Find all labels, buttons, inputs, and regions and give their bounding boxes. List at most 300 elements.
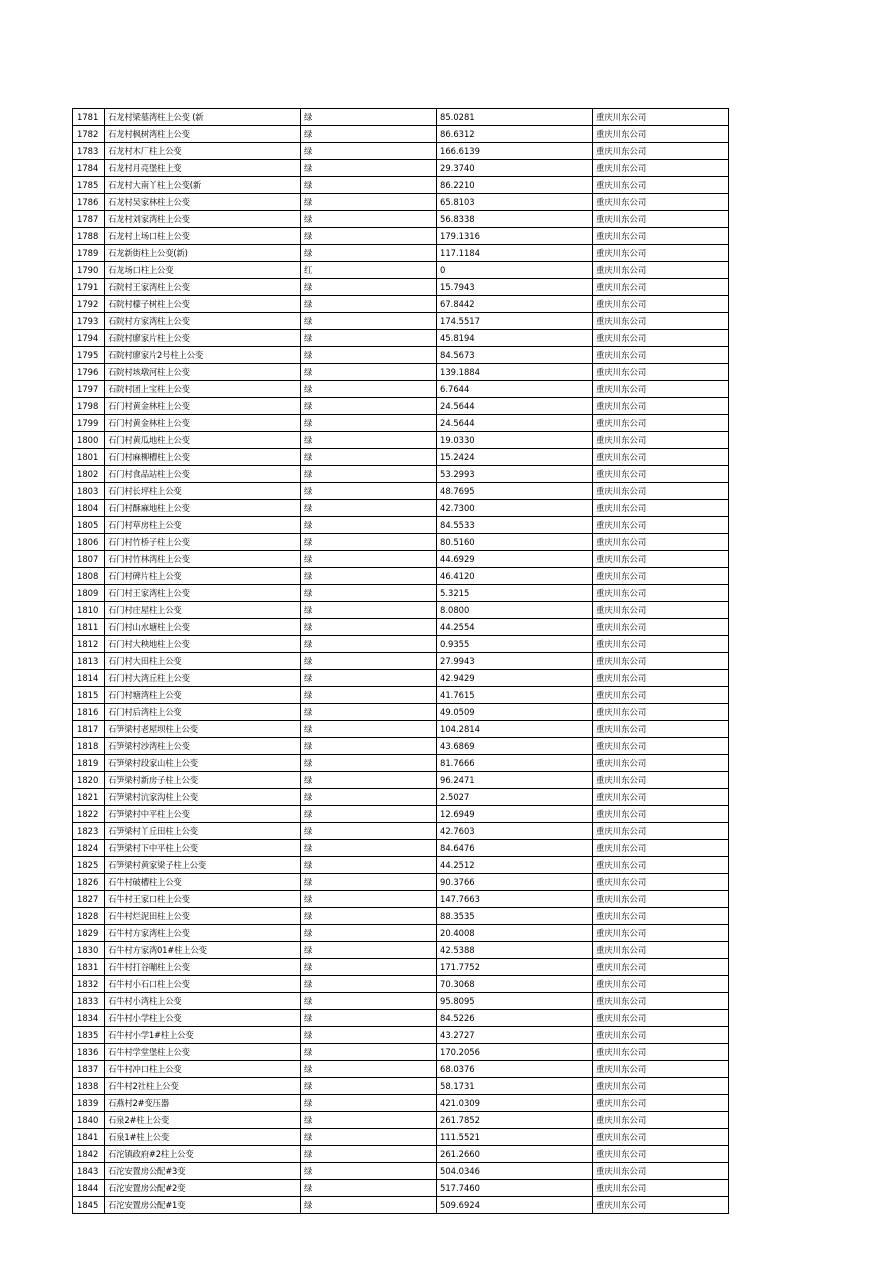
table-row: [73, 143, 729, 160]
cell-value: 84.5673: [437, 347, 593, 364]
table-row: [73, 1129, 729, 1146]
cell-value: 261.7852: [437, 1112, 593, 1129]
cell-index: 1822: [73, 806, 105, 823]
cell-organization: 重庆川东公司: [593, 874, 729, 891]
cell-status-color: 绿: [301, 619, 437, 636]
cell-index: 1795: [73, 347, 105, 364]
cell-index: 1781: [73, 109, 105, 126]
cell-status-color: 绿: [301, 1044, 437, 1061]
cell-value: 104.2814: [437, 721, 593, 738]
cell-index: 1825: [73, 857, 105, 874]
cell-organization: 重庆川东公司: [593, 228, 729, 245]
cell-status-color: 红: [301, 262, 437, 279]
cell-status-color: 绿: [301, 942, 437, 959]
cell-organization: 重庆川东公司: [593, 687, 729, 704]
cell-device-name: 石牛村王家口柱上公变: [105, 891, 301, 908]
cell-device-name: 石龙村吴家林柱上公变: [105, 194, 301, 211]
cell-organization: 重庆川东公司: [593, 211, 729, 228]
cell-device-name: 石牛村学堂堡柱上公变: [105, 1044, 301, 1061]
cell-status-color: 绿: [301, 857, 437, 874]
cell-device-name: 石龙村月亮堡柱上变: [105, 160, 301, 177]
table-row: [73, 1095, 729, 1112]
cell-value: 15.7943: [437, 279, 593, 296]
cell-value: 0: [437, 262, 593, 279]
cell-device-name: 石龙村梁墓湾柱上公变 (新: [105, 109, 301, 126]
cell-index: 1789: [73, 245, 105, 262]
cell-value: 5.3215: [437, 585, 593, 602]
cell-status-color: 绿: [301, 483, 437, 500]
cell-organization: 重庆川东公司: [593, 823, 729, 840]
cell-status-color: 绿: [301, 194, 437, 211]
table-row: [73, 330, 729, 347]
cell-device-name: 石牛村冲口柱上公变: [105, 1061, 301, 1078]
cell-status-color: 绿: [301, 874, 437, 891]
cell-status-color: 绿: [301, 891, 437, 908]
cell-device-name: 石院村王家湾柱上公变: [105, 279, 301, 296]
cell-device-name: 石沱安置房公配#1变: [105, 1197, 301, 1214]
table-row: [73, 670, 729, 687]
cell-status-color: 绿: [301, 415, 437, 432]
cell-index: 1839: [73, 1095, 105, 1112]
cell-device-name: 石笋梁村中平柱上公变: [105, 806, 301, 823]
cell-index: 1791: [73, 279, 105, 296]
cell-device-name: 石门村庄屋柱上公变: [105, 602, 301, 619]
cell-value: 45.8194: [437, 330, 593, 347]
table-row: [73, 245, 729, 262]
cell-organization: 重庆川东公司: [593, 1197, 729, 1214]
table-row: [73, 619, 729, 636]
cell-status-color: 绿: [301, 449, 437, 466]
cell-status-color: 绿: [301, 364, 437, 381]
cell-value: 24.5644: [437, 398, 593, 415]
cell-index: 1818: [73, 738, 105, 755]
cell-status-color: 绿: [301, 755, 437, 772]
cell-status-color: 绿: [301, 721, 437, 738]
cell-value: 56.8338: [437, 211, 593, 228]
cell-value: 111.5521: [437, 1129, 593, 1146]
cell-device-name: 石院村檬子树柱上公变: [105, 296, 301, 313]
table-body: [73, 109, 729, 1214]
cell-device-name: 石牛村方家湾柱上公变: [105, 925, 301, 942]
cell-organization: 重庆川东公司: [593, 840, 729, 857]
cell-device-name: 石牛村小湾柱上公变: [105, 993, 301, 1010]
cell-device-name: 石门村塘湾柱上公变: [105, 687, 301, 704]
cell-value: 6.7644: [437, 381, 593, 398]
table-row: [73, 925, 729, 942]
cell-device-name: 石门村碑片柱上公变: [105, 568, 301, 585]
cell-organization: 重庆川东公司: [593, 126, 729, 143]
cell-device-name: 石笋梁村沆家沟柱上公变: [105, 789, 301, 806]
cell-index: 1784: [73, 160, 105, 177]
cell-index: 1782: [73, 126, 105, 143]
cell-organization: 重庆川东公司: [593, 330, 729, 347]
cell-status-color: 绿: [301, 840, 437, 857]
cell-value: 42.7603: [437, 823, 593, 840]
cell-value: 170.2056: [437, 1044, 593, 1061]
table-row: [73, 228, 729, 245]
cell-value: 81.7666: [437, 755, 593, 772]
cell-device-name: 石门村山水塘柱上公变: [105, 619, 301, 636]
cell-organization: 重庆川东公司: [593, 1129, 729, 1146]
cell-index: 1831: [73, 959, 105, 976]
cell-status-color: 绿: [301, 1180, 437, 1197]
cell-device-name: 石门村麻柳槽柱上公变: [105, 449, 301, 466]
cell-organization: 重庆川东公司: [593, 857, 729, 874]
cell-device-name: 石笋梁村新房子柱上公变: [105, 772, 301, 789]
cell-device-name: 石门村大秧地柱上公变: [105, 636, 301, 653]
cell-value: 166.6139: [437, 143, 593, 160]
table-row: [73, 279, 729, 296]
cell-value: 504.0346: [437, 1163, 593, 1180]
cell-device-name: 石院村廖家片2号柱上公变: [105, 347, 301, 364]
cell-status-color: 绿: [301, 228, 437, 245]
cell-status-color: 绿: [301, 330, 437, 347]
cell-organization: 重庆川东公司: [593, 670, 729, 687]
table-row: [73, 1010, 729, 1027]
cell-device-name: 石龙场口柱上公变: [105, 262, 301, 279]
table-row: [73, 891, 729, 908]
cell-status-color: 绿: [301, 636, 437, 653]
cell-device-name: 石龙村木厂柱上公变: [105, 143, 301, 160]
cell-device-name: 石龙新街柱上公变(新): [105, 245, 301, 262]
cell-status-color: 绿: [301, 806, 437, 823]
cell-organization: 重庆川东公司: [593, 602, 729, 619]
table-row: [73, 551, 729, 568]
cell-organization: 重庆川东公司: [593, 109, 729, 126]
cell-status-color: 绿: [301, 568, 437, 585]
table-row: [73, 177, 729, 194]
cell-status-color: 绿: [301, 500, 437, 517]
cell-device-name: 石院村方家湾柱上公变: [105, 313, 301, 330]
cell-organization: 重庆川东公司: [593, 449, 729, 466]
cell-index: 1811: [73, 619, 105, 636]
cell-status-color: 绿: [301, 1095, 437, 1112]
table-row: [73, 1146, 729, 1163]
cell-value: 41.7615: [437, 687, 593, 704]
cell-value: 84.6476: [437, 840, 593, 857]
cell-organization: 重庆川东公司: [593, 976, 729, 993]
cell-device-name: 石笋梁村丫丘田柱上公变: [105, 823, 301, 840]
table-row: [73, 1078, 729, 1095]
cell-index: 1813: [73, 653, 105, 670]
cell-organization: 重庆川东公司: [593, 313, 729, 330]
table-row: [73, 483, 729, 500]
cell-device-name: 石泉1#柱上公变: [105, 1129, 301, 1146]
table-row: [73, 976, 729, 993]
cell-index: 1842: [73, 1146, 105, 1163]
cell-organization: 重庆川东公司: [593, 789, 729, 806]
cell-device-name: 石院村垓墩河柱上公变: [105, 364, 301, 381]
cell-device-name: 石牛村2社柱上公变: [105, 1078, 301, 1095]
table-row: [73, 704, 729, 721]
table-row: [73, 466, 729, 483]
cell-device-name: 石牛村打谷嘣柱上公变: [105, 959, 301, 976]
cell-device-name: 石笋梁村沙湾柱上公变: [105, 738, 301, 755]
cell-value: 20.4008: [437, 925, 593, 942]
cell-index: 1817: [73, 721, 105, 738]
cell-index: 1832: [73, 976, 105, 993]
cell-value: 27.9943: [437, 653, 593, 670]
table-row: [73, 449, 729, 466]
cell-status-color: 绿: [301, 823, 437, 840]
cell-value: 84.5226: [437, 1010, 593, 1027]
cell-organization: 重庆川东公司: [593, 364, 729, 381]
cell-device-name: 石牛村破槽柱上公变: [105, 874, 301, 891]
cell-index: 1812: [73, 636, 105, 653]
cell-device-name: 石门村长坪柱上公变: [105, 483, 301, 500]
cell-status-color: 绿: [301, 143, 437, 160]
cell-device-name: 石门村大田柱上公变: [105, 653, 301, 670]
table-row: [73, 381, 729, 398]
cell-index: 1792: [73, 296, 105, 313]
table-row: [73, 602, 729, 619]
cell-value: 86.6312: [437, 126, 593, 143]
cell-index: 1799: [73, 415, 105, 432]
cell-index: 1805: [73, 517, 105, 534]
cell-organization: 重庆川东公司: [593, 1044, 729, 1061]
cell-index: 1796: [73, 364, 105, 381]
cell-value: 67.8442: [437, 296, 593, 313]
cell-index: 1845: [73, 1197, 105, 1214]
cell-value: 86.2210: [437, 177, 593, 194]
cell-index: 1809: [73, 585, 105, 602]
cell-organization: 重庆川东公司: [593, 500, 729, 517]
cell-organization: 重庆川东公司: [593, 721, 729, 738]
cell-organization: 重庆川东公司: [593, 636, 729, 653]
table-row: [73, 823, 729, 840]
cell-index: 1806: [73, 534, 105, 551]
cell-organization: 重庆川东公司: [593, 466, 729, 483]
cell-organization: 重庆川东公司: [593, 653, 729, 670]
cell-index: 1840: [73, 1112, 105, 1129]
cell-index: 1785: [73, 177, 105, 194]
cell-organization: 重庆川东公司: [593, 398, 729, 415]
cell-index: 1815: [73, 687, 105, 704]
cell-device-name: 石龙村刘家湾柱上公变: [105, 211, 301, 228]
cell-value: 147.7663: [437, 891, 593, 908]
cell-organization: 重庆川东公司: [593, 432, 729, 449]
cell-index: 1790: [73, 262, 105, 279]
cell-index: 1793: [73, 313, 105, 330]
cell-index: 1783: [73, 143, 105, 160]
cell-organization: 重庆川东公司: [593, 177, 729, 194]
cell-status-color: 绿: [301, 1163, 437, 1180]
cell-organization: 重庆川东公司: [593, 959, 729, 976]
table-row: [73, 517, 729, 534]
cell-value: 88.3535: [437, 908, 593, 925]
cell-index: 1830: [73, 942, 105, 959]
cell-index: 1801: [73, 449, 105, 466]
cell-status-color: 绿: [301, 296, 437, 313]
cell-index: 1841: [73, 1129, 105, 1146]
cell-organization: 重庆川东公司: [593, 942, 729, 959]
cell-device-name: 石笋梁村老屋坝柱上公变: [105, 721, 301, 738]
table-row: [73, 211, 729, 228]
table-row: [73, 432, 729, 449]
cell-status-color: 绿: [301, 109, 437, 126]
cell-organization: 重庆川东公司: [593, 1027, 729, 1044]
table-row: [73, 755, 729, 772]
cell-value: 44.6929: [437, 551, 593, 568]
cell-status-color: 绿: [301, 245, 437, 262]
cell-index: 1834: [73, 1010, 105, 1027]
cell-device-name: 石门村王家湾柱上公变: [105, 585, 301, 602]
cell-status-color: 绿: [301, 1061, 437, 1078]
cell-status-color: 绿: [301, 602, 437, 619]
cell-index: 1808: [73, 568, 105, 585]
table-row: [73, 789, 729, 806]
cell-index: 1835: [73, 1027, 105, 1044]
table-row: [73, 874, 729, 891]
cell-status-color: 绿: [301, 1112, 437, 1129]
cell-organization: 重庆川东公司: [593, 483, 729, 500]
cell-status-color: 绿: [301, 381, 437, 398]
cell-device-name: 石门村竹桥子柱上公变: [105, 534, 301, 551]
cell-device-name: 石牛村小石口柱上公变: [105, 976, 301, 993]
cell-status-color: 绿: [301, 653, 437, 670]
cell-device-name: 石门村黄金林柱上公变: [105, 398, 301, 415]
cell-organization: 重庆川东公司: [593, 143, 729, 160]
table-row: [73, 993, 729, 1010]
cell-device-name: 石笋梁村下中平柱上公变: [105, 840, 301, 857]
cell-status-color: 绿: [301, 534, 437, 551]
cell-index: 1804: [73, 500, 105, 517]
cell-value: 421.0309: [437, 1095, 593, 1112]
cell-device-name: 石笋梁村黄家梁子柱上公变: [105, 857, 301, 874]
cell-index: 1827: [73, 891, 105, 908]
cell-status-color: 绿: [301, 1027, 437, 1044]
cell-index: 1844: [73, 1180, 105, 1197]
cell-organization: 重庆川东公司: [593, 738, 729, 755]
table-row: [73, 1163, 729, 1180]
cell-organization: 重庆川东公司: [593, 806, 729, 823]
cell-index: 1823: [73, 823, 105, 840]
cell-organization: 重庆川东公司: [593, 908, 729, 925]
cell-index: 1810: [73, 602, 105, 619]
cell-value: 517.7460: [437, 1180, 593, 1197]
cell-value: 44.2554: [437, 619, 593, 636]
cell-value: 49.0509: [437, 704, 593, 721]
cell-index: 1833: [73, 993, 105, 1010]
cell-index: 1786: [73, 194, 105, 211]
cell-device-name: 石燕村2#变压器: [105, 1095, 301, 1112]
cell-index: 1821: [73, 789, 105, 806]
table-row: [73, 585, 729, 602]
cell-value: 42.5388: [437, 942, 593, 959]
cell-organization: 重庆川东公司: [593, 1078, 729, 1095]
cell-organization: 重庆川东公司: [593, 262, 729, 279]
table-row: [73, 194, 729, 211]
cell-status-color: 绿: [301, 925, 437, 942]
cell-status-color: 绿: [301, 908, 437, 925]
table-row: [73, 1027, 729, 1044]
cell-organization: 重庆川东公司: [593, 772, 729, 789]
cell-value: 171.7752: [437, 959, 593, 976]
cell-index: 1843: [73, 1163, 105, 1180]
cell-status-color: 绿: [301, 976, 437, 993]
cell-organization: 重庆川东公司: [593, 517, 729, 534]
cell-value: 96.2471: [437, 772, 593, 789]
cell-organization: 重庆川东公司: [593, 568, 729, 585]
table-row: [73, 1061, 729, 1078]
cell-status-color: 绿: [301, 1197, 437, 1214]
cell-value: 43.2727: [437, 1027, 593, 1044]
table-row: [73, 942, 729, 959]
cell-organization: 重庆川东公司: [593, 415, 729, 432]
cell-value: 12.6949: [437, 806, 593, 823]
cell-device-name: 石门村黄金林柱上公变: [105, 415, 301, 432]
transformer-data-table: [72, 108, 729, 1214]
table-row: [73, 1044, 729, 1061]
cell-organization: 重庆川东公司: [593, 1146, 729, 1163]
cell-index: 1803: [73, 483, 105, 500]
cell-value: 85.0281: [437, 109, 593, 126]
cell-organization: 重庆川东公司: [593, 1112, 729, 1129]
cell-value: 19.0330: [437, 432, 593, 449]
cell-organization: 重庆川东公司: [593, 551, 729, 568]
cell-device-name: 石沱镇政府#2柱上公变: [105, 1146, 301, 1163]
cell-status-color: 绿: [301, 347, 437, 364]
table-row: [73, 687, 729, 704]
table-row: [73, 636, 729, 653]
cell-value: 179.1316: [437, 228, 593, 245]
cell-index: 1828: [73, 908, 105, 925]
cell-value: 90.3766: [437, 874, 593, 891]
cell-index: 1802: [73, 466, 105, 483]
cell-index: 1824: [73, 840, 105, 857]
cell-status-color: 绿: [301, 432, 437, 449]
cell-status-color: 绿: [301, 126, 437, 143]
cell-device-name: 石门村大湾丘柱上公变: [105, 670, 301, 687]
cell-value: 53.2993: [437, 466, 593, 483]
cell-status-color: 绿: [301, 1010, 437, 1027]
table-row: [73, 653, 729, 670]
cell-organization: 重庆川东公司: [593, 245, 729, 262]
cell-index: 1816: [73, 704, 105, 721]
cell-organization: 重庆川东公司: [593, 534, 729, 551]
table-row: [73, 313, 729, 330]
cell-device-name: 石院村廖家片柱上公变: [105, 330, 301, 347]
cell-device-name: 石龙村大南丫柱上公变(新: [105, 177, 301, 194]
cell-organization: 重庆川东公司: [593, 755, 729, 772]
cell-value: 0.9355: [437, 636, 593, 653]
table-row: [73, 296, 729, 313]
cell-status-color: 绿: [301, 211, 437, 228]
table-row: [73, 415, 729, 432]
cell-status-color: 绿: [301, 177, 437, 194]
cell-value: 70.3068: [437, 976, 593, 993]
cell-device-name: 石龙村上场口柱上公变: [105, 228, 301, 245]
cell-organization: 重庆川东公司: [593, 1163, 729, 1180]
cell-value: 509.6924: [437, 1197, 593, 1214]
cell-value: 68.0376: [437, 1061, 593, 1078]
cell-value: 80.5160: [437, 534, 593, 551]
cell-index: 1826: [73, 874, 105, 891]
cell-status-color: 绿: [301, 1078, 437, 1095]
cell-device-name: 石门村草房柱上公变: [105, 517, 301, 534]
cell-device-name: 石院村团上宝柱上公变: [105, 381, 301, 398]
cell-index: 1819: [73, 755, 105, 772]
cell-organization: 重庆川东公司: [593, 1180, 729, 1197]
cell-index: 1838: [73, 1078, 105, 1095]
cell-value: 46.4120: [437, 568, 593, 585]
table-row: [73, 109, 729, 126]
table-row: [73, 568, 729, 585]
cell-index: 1797: [73, 381, 105, 398]
cell-device-name: 石泉2#柱上公变: [105, 1112, 301, 1129]
cell-status-color: 绿: [301, 789, 437, 806]
cell-index: 1787: [73, 211, 105, 228]
